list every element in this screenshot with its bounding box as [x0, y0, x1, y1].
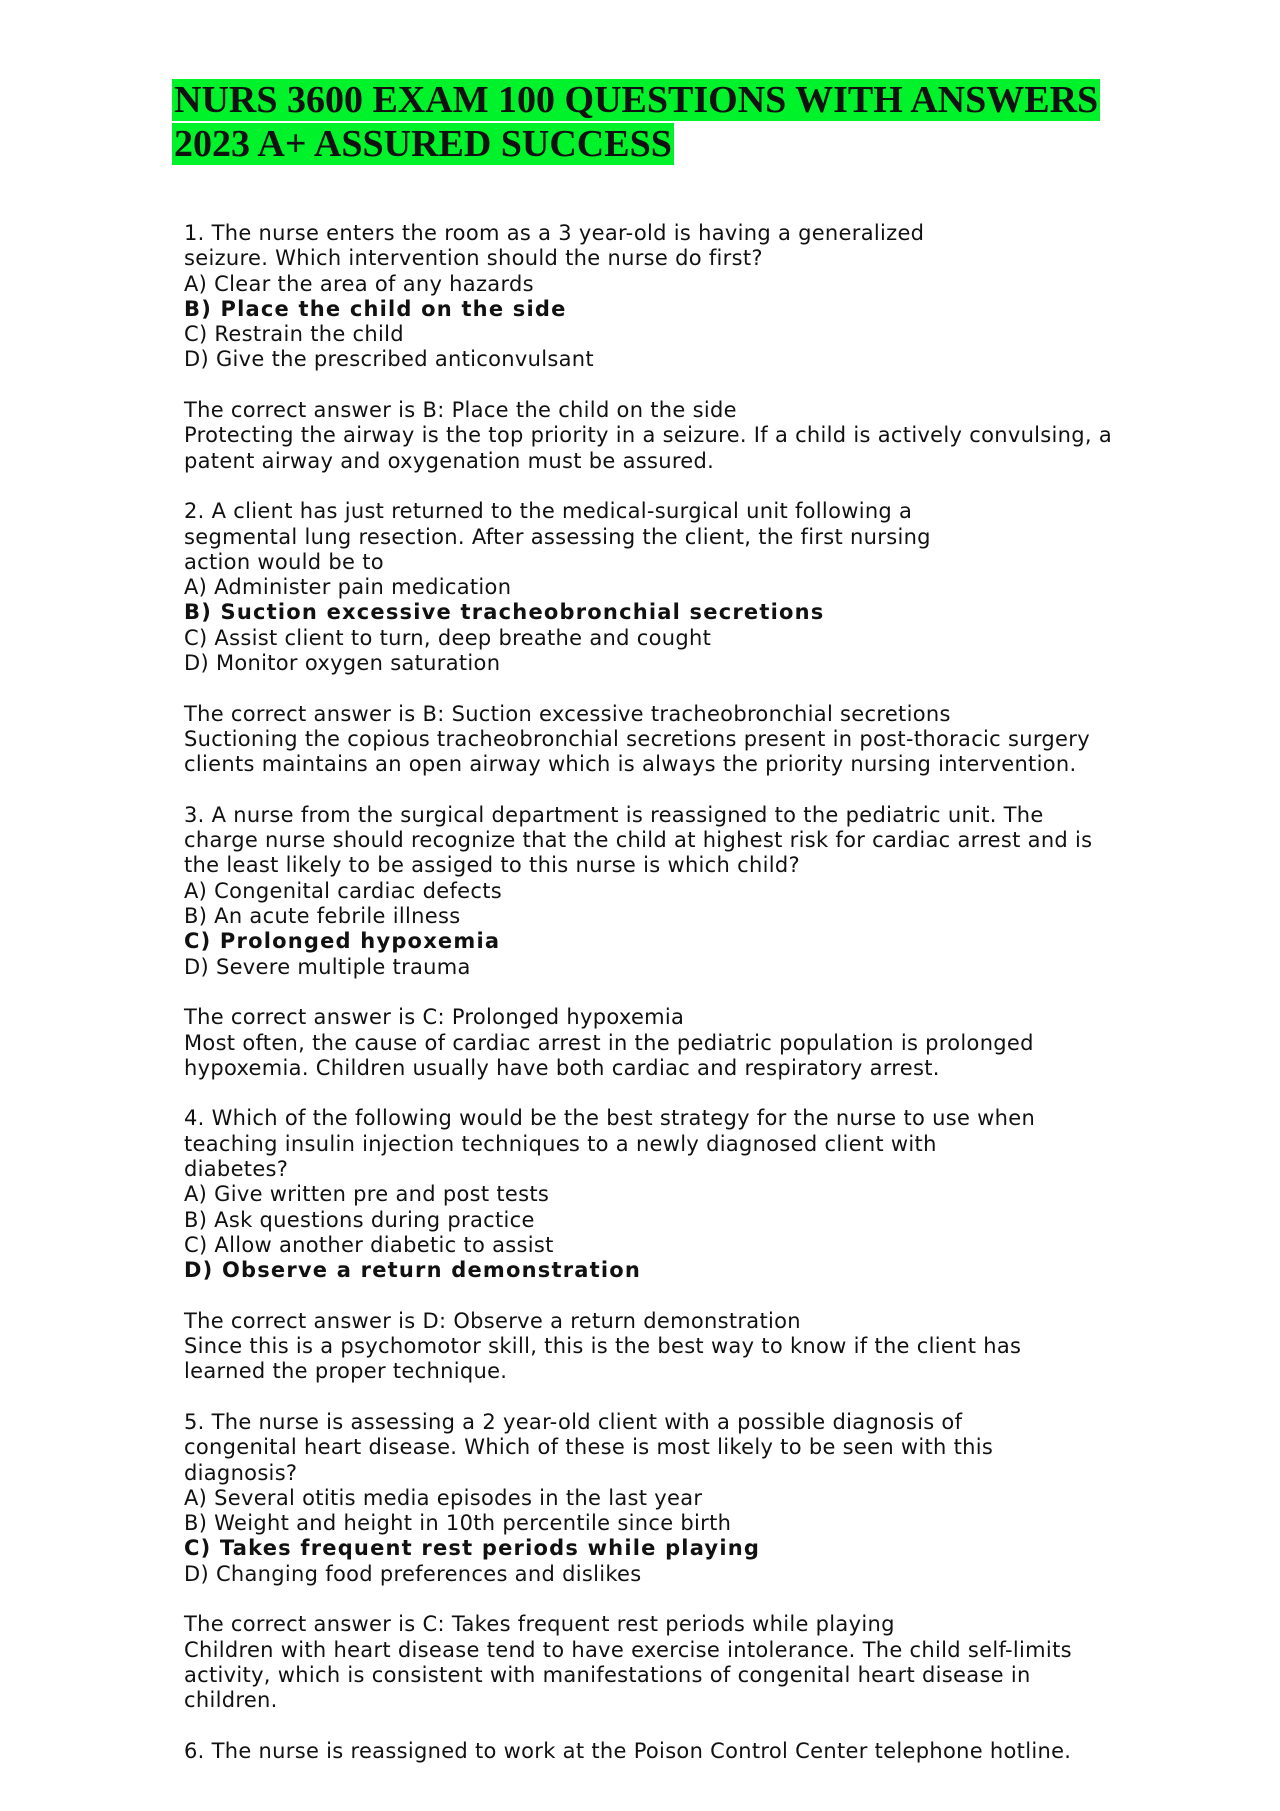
explanation: clients maintains an open airway which is always the priority nursing intervention.	[184, 752, 1077, 777]
option-b: B) Ask questions during practice	[184, 1207, 535, 1232]
explanation: Protecting the airway is the top priority in a seizure. If a child is actively convulsing, a	[184, 423, 1113, 448]
questions-body	[184, 221, 1224, 1789]
question-stem: 1. The nurse enters the room as a 3 year-old is having a generalized	[184, 221, 925, 245]
question-1	[184, 221, 1224, 474]
question-6	[184, 1739, 1224, 1764]
option-c-correct: C) Takes frequent rest periods while playing	[184, 1536, 761, 1561]
question-stem: diagnosis?	[184, 1460, 298, 1485]
question-stem: 4. Which of the following would be the best strategy for the nurse to use when	[184, 1106, 1036, 1131]
correct-answer: The correct answer is B: Place the child on the side	[184, 398, 737, 423]
explanation: Suctioning the copious tracheobronchial secretions present in post-thoracic surgery	[184, 726, 1090, 751]
question-stem: 6. The nurse is reassigned to work at the Poison Control Center telephone hotline.	[184, 1738, 1072, 1763]
option-d-correct: D) Observe a return demonstration	[184, 1258, 642, 1283]
answer-block	[184, 398, 1224, 474]
option-c: C) Allow another diabetic to assist	[184, 1232, 554, 1257]
option-b: B) An acute febrile illness	[184, 904, 461, 929]
question-4	[184, 1106, 1224, 1384]
explanation: Since this is a psychomotor skill, this is the best way to know if the client has	[184, 1334, 1022, 1359]
option-a: A) Several otitis media episodes in the last year	[184, 1485, 703, 1510]
title-line-2: 2023 A+ ASSURED SUCCESS	[174, 123, 672, 165]
answer-block	[184, 1309, 1224, 1385]
option-d: D) Changing food preferences and dislikes	[184, 1561, 642, 1586]
correct-answer: The correct answer is B: Suction excessive tracheobronchial secretions	[184, 701, 951, 726]
question-5	[184, 1410, 1224, 1714]
answer-block	[184, 1005, 1224, 1081]
question-stem: 3. A nurse from the surgical department is reassigned to the pediatric unit. The	[184, 802, 1044, 827]
question-stem: charge nurse should recognize that the child at highest risk for cardiac arrest and is	[184, 828, 1093, 853]
document-title	[172, 78, 1152, 166]
option-a: A) Administer pain medication	[184, 575, 512, 600]
option-b-correct: B) Suction excessive tracheobronchial secretions	[184, 600, 825, 625]
question-stem: teaching insulin injection techniques to a newly diagnosed client with	[184, 1131, 937, 1156]
option-c-correct: C) Prolonged hypoxemia	[184, 929, 501, 954]
explanation: learned the proper technique.	[184, 1359, 508, 1384]
question-stem: the least likely to be assiged to this nurse is which child?	[184, 853, 800, 878]
answer-block	[184, 702, 1224, 778]
correct-answer: The correct answer is C: Prolonged hypoxemia	[184, 1005, 685, 1030]
question-3	[184, 803, 1224, 1081]
question-2	[184, 499, 1224, 777]
option-b-correct: B) Place the child on the side	[184, 296, 567, 321]
explanation: activity, which is consistent with manifestations of congenital heart disease in	[184, 1662, 1031, 1687]
explanation: children.	[184, 1688, 278, 1713]
explanation: hypoxemia. Children usually have both cardiac and respiratory arrest.	[184, 1055, 940, 1080]
question-stem: segmental lung resection. After assessing the client, the first nursing	[184, 524, 931, 549]
option-d: D) Give the prescribed anticonvulsant	[184, 347, 594, 372]
question-stem: 2. A client has just returned to the medical-surgical unit following a	[184, 499, 913, 524]
option-b: B) Weight and height in 10th percentile since birth	[184, 1511, 732, 1536]
option-c: C) Restrain the child	[184, 322, 404, 347]
question-stem: 5. The nurse is assessing a 2 year-old client with a possible diagnosis of	[184, 1409, 963, 1434]
option-d: D) Monitor oxygen saturation	[184, 651, 501, 676]
answer-block	[184, 1612, 1224, 1713]
option-c: C) Assist client to turn, deep breathe and cought	[184, 625, 712, 650]
question-stem: congenital heart disease. Which of these is most likely to be seen with this	[184, 1435, 994, 1460]
question-stem: seizure. Which intervention should the nurse do first?	[184, 246, 763, 271]
option-a: A) Clear the area of any hazards	[184, 271, 534, 296]
explanation: Children with heart disease tend to have exercise intolerance. The child self-limits	[184, 1637, 1072, 1662]
question-stem: diabetes?	[184, 1156, 289, 1181]
option-d: D) Severe multiple trauma	[184, 954, 471, 979]
option-a: A) Congenital cardiac defects	[184, 878, 502, 903]
correct-answer: The correct answer is C: Takes frequent rest periods while playing	[184, 1612, 895, 1637]
explanation: patent airway and oxygenation must be assured.	[184, 448, 715, 473]
option-a: A) Give written pre and post tests	[184, 1182, 550, 1207]
title-line-1: NURS 3600 EXAM 100 QUESTIONS WITH ANSWERS	[174, 79, 1099, 121]
explanation: Most often, the cause of cardiac arrest in the pediatric population is prolonged	[184, 1030, 1034, 1055]
correct-answer: The correct answer is D: Observe a return demonstration	[184, 1308, 801, 1333]
question-stem: action would be to	[184, 549, 384, 574]
